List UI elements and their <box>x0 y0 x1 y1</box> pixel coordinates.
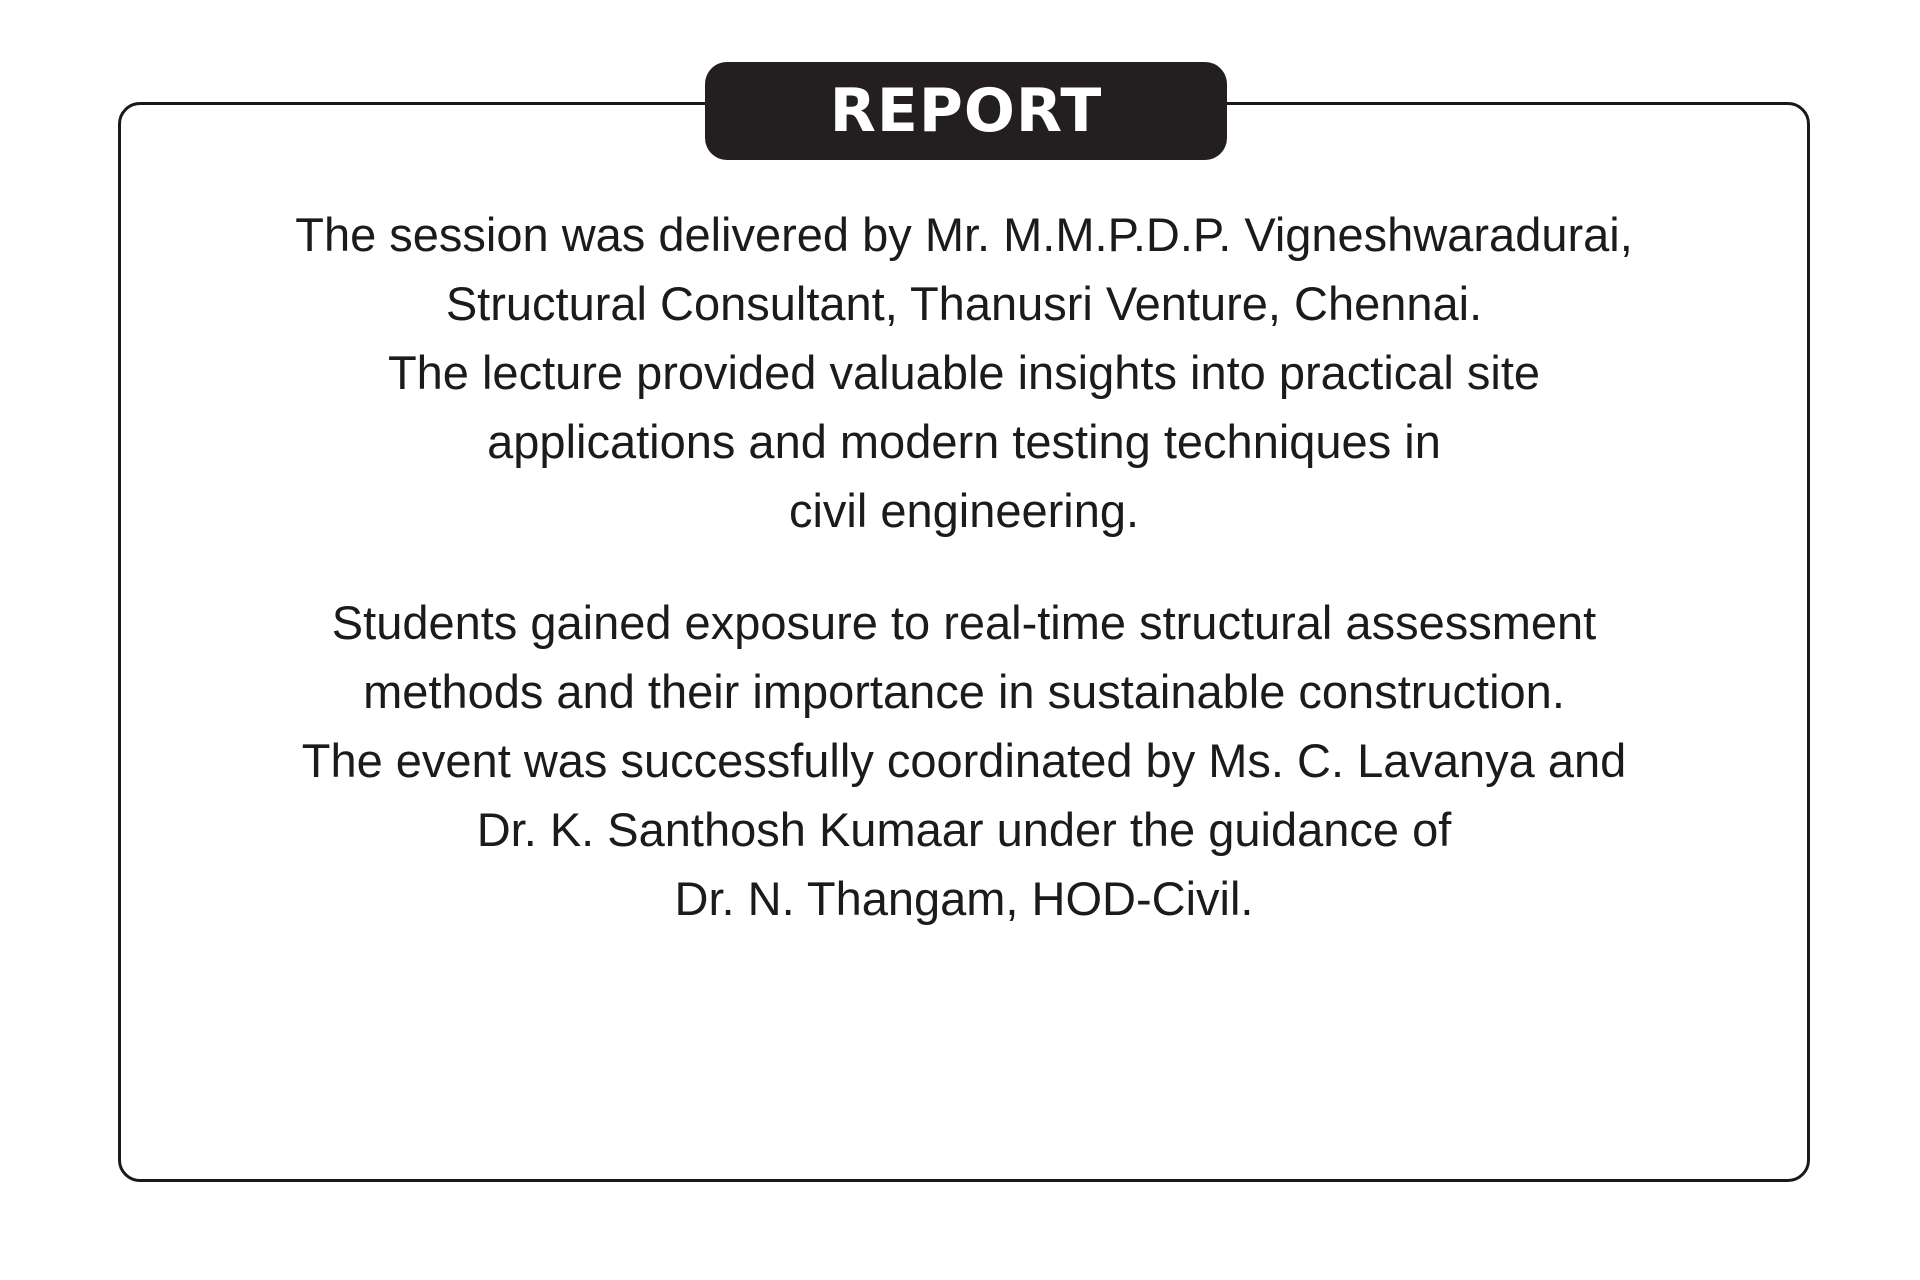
report-paragraph-2 <box>150 588 1778 933</box>
report-line: The event was successfully coordinated by Ms. C. Lavanya and <box>301 734 1627 787</box>
report-line: civil engineering. <box>788 484 1140 537</box>
report-line: applications and modern testing techniques in <box>487 415 1441 468</box>
report-line: Students gained exposure to real-time structural assessment <box>331 596 1597 649</box>
report-content <box>150 200 1778 933</box>
report-line: methods and their importance in sustainable construction. <box>363 665 1565 718</box>
report-line: Dr. K. Santhosh Kumaar under the guidance of <box>476 803 1452 856</box>
report-line: The lecture provided valuable insights into practical site <box>387 346 1541 399</box>
report-paragraph-1 <box>150 200 1778 545</box>
report-line: Dr. N. Thangam, HOD-Civil. <box>674 872 1254 925</box>
report-title-badge <box>705 62 1227 160</box>
report-title: REPORT <box>829 76 1103 146</box>
report-line: Structural Consultant, Thanusri Venture, Chennai. <box>445 277 1483 330</box>
report-line: The session was delivered by Mr. M.M.P.D.P. Vigneshwaradurai, <box>295 208 1633 261</box>
